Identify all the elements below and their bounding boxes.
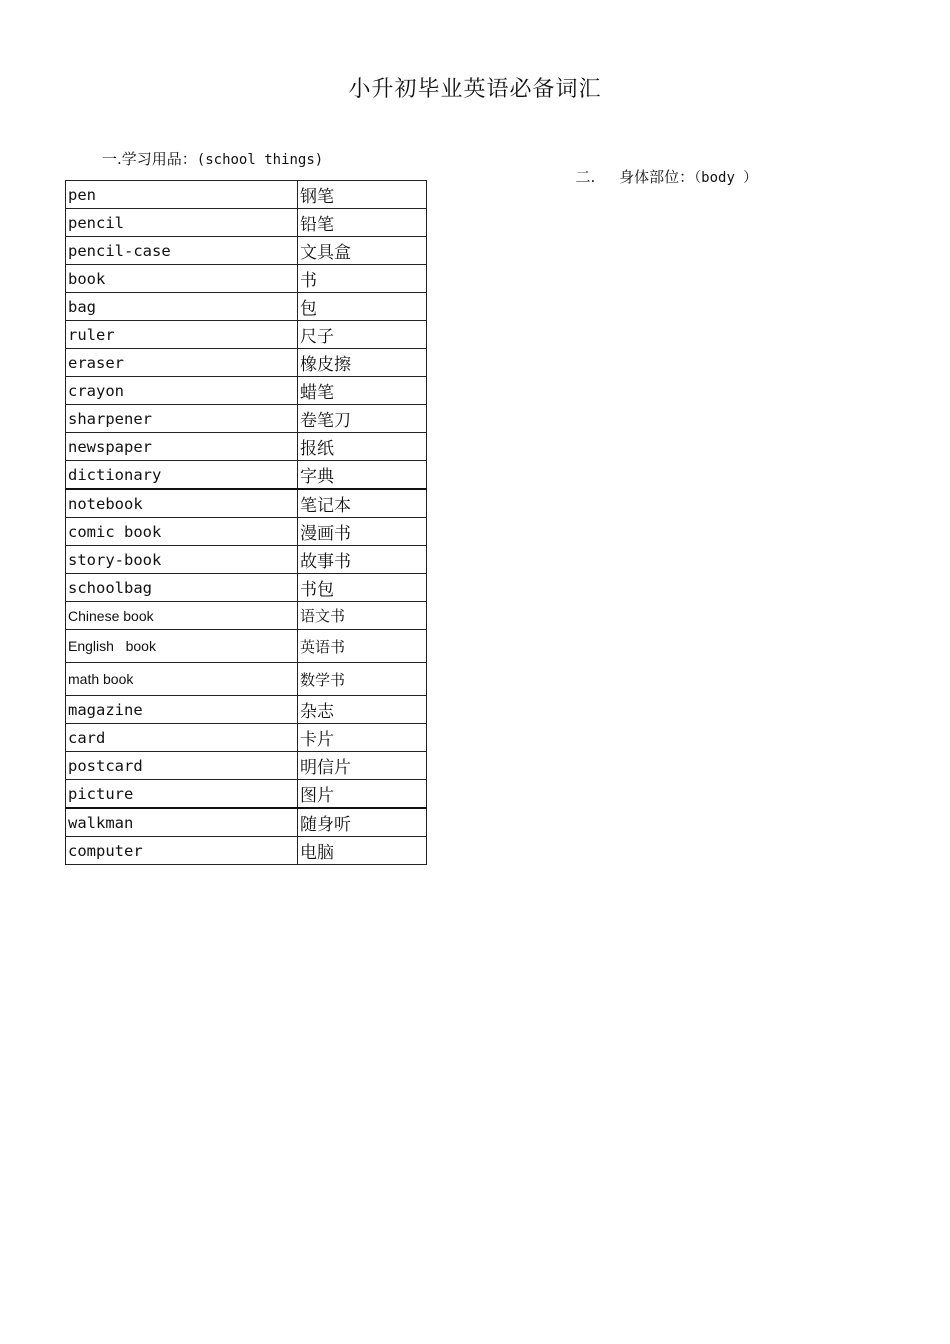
chinese-meaning: 卡片	[298, 724, 427, 752]
table-row	[66, 780, 427, 809]
english-word: dictionary	[66, 461, 298, 490]
section-label: 二. 身体部位：	[575, 168, 695, 186]
table-row	[66, 808, 427, 837]
table-row	[66, 265, 427, 293]
section-label: 一.学习用品：	[102, 150, 197, 168]
section-heading-school-things	[102, 148, 323, 169]
chinese-meaning: 卷笔刀	[298, 405, 427, 433]
english-word: picture	[66, 780, 298, 809]
chinese-meaning: 铅笔	[298, 209, 427, 237]
chinese-meaning: 随身听	[298, 808, 427, 837]
english-word: magazine	[66, 696, 298, 724]
section-heading-body	[566, 148, 757, 187]
chinese-meaning: 书	[298, 265, 427, 293]
table-row	[66, 433, 427, 461]
chinese-meaning: 蜡笔	[298, 377, 427, 405]
english-word: newspaper	[66, 433, 298, 461]
english-word: story-book	[66, 546, 298, 574]
english-word: Chinese book	[66, 602, 298, 630]
chinese-meaning: 语文书	[298, 602, 427, 630]
chinese-meaning: 橡皮擦	[298, 349, 427, 377]
table-row	[66, 321, 427, 349]
chinese-meaning: 书包	[298, 574, 427, 602]
table-row	[66, 377, 427, 405]
table-row	[66, 752, 427, 780]
table-row	[66, 293, 427, 321]
table-row	[66, 724, 427, 752]
table-row	[66, 181, 427, 209]
english-word: crayon	[66, 377, 298, 405]
table-row	[66, 405, 427, 433]
table-row	[66, 602, 427, 630]
table-row	[66, 696, 427, 724]
english-word: comic book	[66, 518, 298, 546]
chinese-meaning: 杂志	[298, 696, 427, 724]
english-word: computer	[66, 837, 298, 865]
chinese-meaning: 钢笔	[298, 181, 427, 209]
chinese-meaning: 字典	[298, 461, 427, 490]
english-word: postcard	[66, 752, 298, 780]
chinese-meaning: 故事书	[298, 546, 427, 574]
english-word: pen	[66, 181, 298, 209]
table-row	[66, 349, 427, 377]
chinese-meaning: 漫画书	[298, 518, 427, 546]
vocabulary-table	[65, 180, 427, 865]
chinese-meaning: 文具盒	[298, 237, 427, 265]
chinese-meaning: 笔记本	[298, 489, 427, 518]
chinese-meaning: 报纸	[298, 433, 427, 461]
table-row	[66, 837, 427, 865]
english-word: pencil-case	[66, 237, 298, 265]
english-word: card	[66, 724, 298, 752]
chinese-meaning: 包	[298, 293, 427, 321]
table-row	[66, 461, 427, 490]
table-row	[66, 630, 427, 663]
table-row	[66, 209, 427, 237]
section-english: （body ）	[694, 170, 758, 186]
table-row	[66, 574, 427, 602]
english-word: book	[66, 265, 298, 293]
english-word: schoolbag	[66, 574, 298, 602]
table-row	[66, 237, 427, 265]
table-row	[66, 489, 427, 518]
chinese-meaning: 尺子	[298, 321, 427, 349]
chinese-meaning: 明信片	[298, 752, 427, 780]
chinese-meaning: 图片	[298, 780, 427, 809]
english-word: pencil	[66, 209, 298, 237]
chinese-meaning: 电脑	[298, 837, 427, 865]
english-word: ruler	[66, 321, 298, 349]
chinese-meaning: 数学书	[298, 663, 427, 696]
table-row	[66, 546, 427, 574]
table-row	[66, 663, 427, 696]
english-word: math book	[66, 663, 298, 696]
english-word: bag	[66, 293, 298, 321]
table-row	[66, 518, 427, 546]
english-word: sharpener	[66, 405, 298, 433]
english-word: notebook	[66, 489, 298, 518]
english-word: walkman	[66, 808, 298, 837]
chinese-meaning: 英语书	[298, 630, 427, 663]
english-word: eraser	[66, 349, 298, 377]
section-english: (school things)	[196, 152, 324, 168]
page-title: 小升初毕业英语必备词汇	[348, 77, 602, 102]
english-word: English book	[66, 630, 298, 663]
